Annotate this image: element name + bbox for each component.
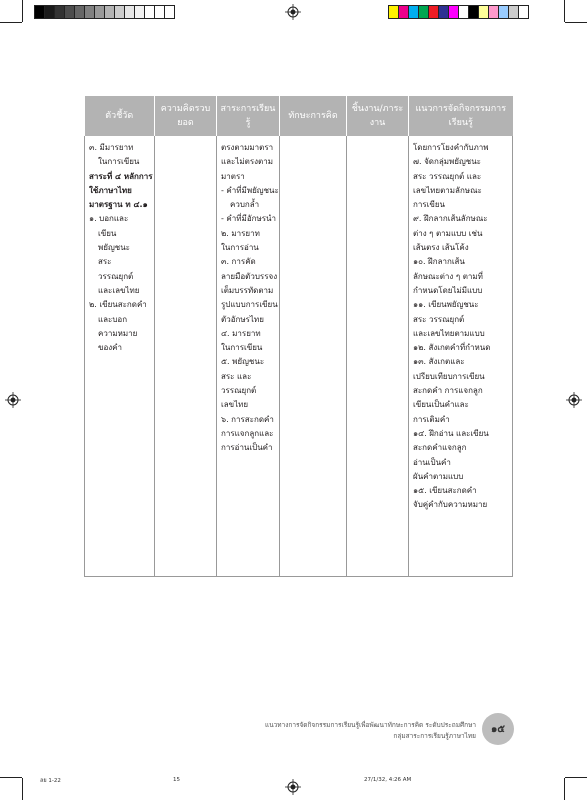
registration-mark-icon	[285, 4, 301, 20]
crop-mark	[564, 778, 565, 800]
crop-mark	[565, 22, 587, 23]
registration-mark-icon	[5, 392, 21, 408]
header-thinking-skill: ทักษะการคิด	[280, 96, 347, 136]
page-number: ๑๕	[482, 713, 514, 745]
header-content: สาระการเรียนรู้	[217, 96, 280, 136]
slug-date: 27/1/32, 4:26 AM	[364, 777, 412, 783]
header-activities: แนวการจัดกิจกรรมการเรียนรู้	[409, 96, 513, 136]
crop-mark	[565, 777, 587, 778]
slug-page: 15	[173, 777, 180, 783]
concept-cell	[155, 136, 217, 576]
registration-mark-icon	[566, 392, 582, 408]
crop-mark	[564, 0, 565, 22]
crop-mark	[22, 0, 23, 22]
table-header-row	[85, 96, 513, 136]
curriculum-table	[84, 96, 513, 577]
crop-mark	[0, 22, 22, 23]
header-concept: ความคิดรวบยอด	[155, 96, 217, 136]
content-cell: ตรงตามมาตรา และไม่ตรงตาม มาตรา - คำที่มีพยัญชนะ ควบกล้ำ - คำที่มีอักษรนำ ๒. มารยาท ในการอ่าน ๓. การคัด ลายมือตัวบรรจง เต็มบรรทัดตาม รูปแบบการเขียน ตัวอักษรไทย ๔. มารยาท ในการเขียน ๕. พยัญชนะ สระ และ วรรณยุกต์ เลขไทย ๖. การสะกดคำ การแจกลูกและ การอ่านเป็นคำ	[217, 136, 280, 576]
header-indicator: ตัวชี้วัด	[85, 96, 155, 136]
task-cell	[347, 136, 409, 576]
footer-subject: กลุ่มสาระการเรียนรู้ภาษาไทย	[393, 732, 476, 740]
footer-book-title: แนวทางการจัดกิจกรรมการเรียนรู้เพื่อพัฒนาทักษะการคิด ระดับประถมศึกษา	[265, 721, 476, 729]
thinking-skill-cell	[280, 136, 347, 576]
crop-mark	[22, 778, 23, 800]
header-task: ชิ้นงาน/ภาระงาน	[347, 96, 409, 136]
color-bar	[388, 5, 528, 19]
registration-mark-icon	[285, 779, 301, 795]
table-row	[85, 136, 513, 576]
slug-file: ลย 1-22	[40, 778, 61, 784]
grey-scale-bar	[34, 5, 174, 19]
indicator-cell: ๓. มีมารยาท ในการเขียน สาระที่ ๔ หลักการ ใช้ภาษาไทย มาตรฐาน ท ๔.๑ ๑. บอกและ เขียน พยัญชนะ สระ วรรณยุกต์ และเลขไทย ๒. เขียนสะกดคำ และบอก ความหมาย ของคำ	[85, 136, 155, 576]
activities-cell: โดยการโยงคำกับภาพ ๗. จัดกลุ่มพยัญชนะ สระ วรรณยุกต์ และ เลขไทยตามลักษณะ การเขียน ๙. ฝึกลากเส้นลักษณะ ต่าง ๆ ตามแบบ เช่น เส้นตรง เส้นโค้ง ๑๐. ฝึกลากเส้น ลักษณะต่าง ๆ ตามที่ กำหนดโดยไม่มีแบบ ๑๑. เขียนพยัญชนะ สระ วรรณยุกต์ และเลขไทยตามแบบ ๑๒. สังเกตคำที่กำหนด ๑๓. สังเกตและ เปรียบเทียบการเขียน สะกดคำ การแจกลูก เขียนเป็นคำและ การเติมคำ ๑๔. ฝึกอ่าน และเขียน สะกดคำแจกลูก อ่านเป็นคำ ผันคำตามแบบ ๑๕. เขียนสะกดคำ จับคู่คำกับความหมาย	[409, 136, 513, 576]
crop-mark	[0, 777, 22, 778]
